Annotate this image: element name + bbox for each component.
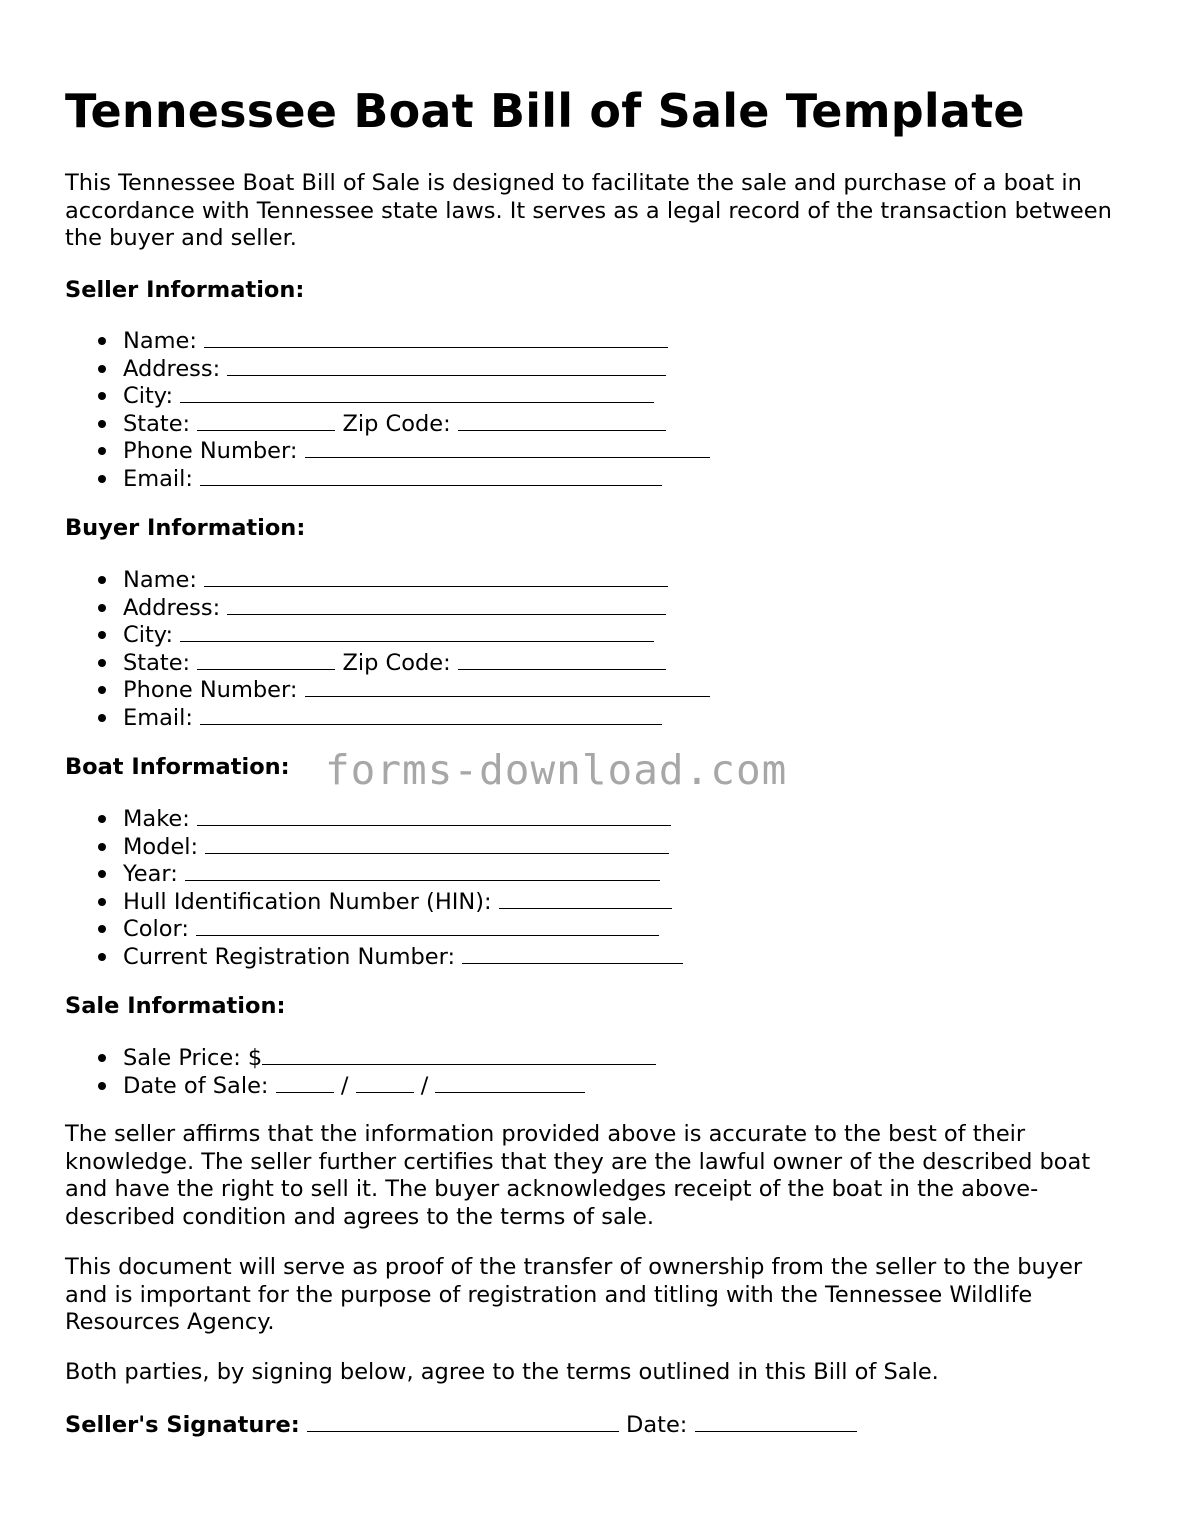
buyer-heading: Buyer Information: (65, 515, 306, 541)
buyer-phone-field (65, 675, 710, 703)
bullet-icon (98, 925, 106, 933)
seller-signature-blank[interactable] (307, 1410, 619, 1432)
boat-field-list (65, 804, 683, 970)
sale-price-label: Sale Price: $ (123, 1045, 263, 1071)
boat-model-blank[interactable] (205, 832, 669, 854)
seller-heading: Seller Information: (65, 277, 305, 303)
boat-color-label: Color: (123, 916, 189, 943)
bullet-icon (98, 1082, 106, 1090)
bullet-icon (98, 686, 106, 694)
bullet-icon (98, 420, 106, 428)
page-title: Tennessee Boat Bill of Sale Template (65, 84, 1025, 138)
bullet-icon (98, 659, 106, 667)
bullet-icon (98, 714, 106, 722)
boat-heading: Boat Information: (65, 754, 290, 780)
watermark-text: forms-download.com (325, 746, 788, 794)
affirmation-paragraph: The seller affirms that the information provided above is accurate to the best of their knowledge. The seller further certifies that they are the lawful owner of the described boat and have the right to sell it. The buyer acknowledges receipt of the boat in the above-described condition and agrees to the terms of sale. (65, 1121, 1091, 1230)
date-separator: / (420, 1072, 429, 1099)
signature-date-label: Date: (626, 1412, 688, 1438)
bullet-icon (98, 870, 106, 878)
sale-date-field (65, 1071, 656, 1099)
buyer-name-blank[interactable] (204, 565, 668, 587)
buyer-email-blank[interactable] (200, 703, 662, 725)
intro-paragraph: This Tennessee Boat Bill of Sale is designed to facilitate the sale and purchase of a boat in accordance with Tennessee state laws. It serves as a legal record of the transaction between the buyer and seller. (65, 170, 1112, 251)
seller-email-field (65, 464, 710, 492)
boat-year-field (65, 859, 683, 887)
seller-city-blank[interactable] (180, 381, 654, 403)
seller-signature-line (65, 1410, 857, 1439)
bullet-icon (98, 631, 106, 639)
boat-make-field (65, 804, 683, 832)
bullet-icon (98, 392, 106, 400)
seller-address-blank[interactable] (227, 354, 666, 376)
bullet-icon (98, 898, 106, 906)
bullet-icon (98, 815, 106, 823)
buyer-city-field (65, 620, 710, 648)
sale-date-day-blank[interactable] (356, 1071, 414, 1093)
buyer-address-blank[interactable] (227, 593, 666, 615)
boat-hin-field (65, 887, 683, 915)
buyer-phone-label: Phone Number: (123, 677, 298, 704)
seller-address-label: Address: (123, 355, 221, 382)
sale-field-list (65, 1043, 656, 1098)
seller-city-field (65, 381, 710, 409)
signature-date-blank[interactable] (695, 1410, 857, 1432)
agreement-paragraph: Both parties, by signing below, agree to the terms outlined in this Bill of Sale. (65, 1359, 939, 1385)
seller-phone-field (65, 436, 710, 464)
sale-date-label: Date of Sale: (123, 1072, 269, 1099)
boat-year-blank[interactable] (185, 859, 660, 881)
seller-city-label: City: (123, 383, 174, 410)
buyer-phone-blank[interactable] (305, 675, 710, 697)
seller-state-label: State: (123, 410, 191, 437)
boat-registration-blank[interactable] (462, 942, 683, 964)
seller-signature-label: Seller's Signature: (65, 1412, 300, 1438)
bullet-icon (98, 604, 106, 612)
boat-year-label: Year: (123, 861, 178, 888)
buyer-name-field (65, 565, 710, 593)
buyer-email-label: Email: (123, 704, 194, 731)
seller-name-blank[interactable] (204, 326, 668, 348)
boat-make-label: Make: (123, 806, 190, 832)
seller-field-list (65, 326, 710, 492)
buyer-address-field (65, 593, 710, 621)
seller-zip-label: Zip Code: (342, 410, 451, 437)
date-separator: / (340, 1072, 349, 1099)
seller-state-blank[interactable] (197, 409, 335, 431)
seller-name-field (65, 326, 710, 354)
buyer-zip-blank[interactable] (458, 648, 666, 670)
buyer-state-zip-field (65, 648, 710, 676)
sale-date-year-blank[interactable] (435, 1071, 585, 1093)
seller-email-blank[interactable] (200, 464, 662, 486)
seller-zip-blank[interactable] (458, 409, 666, 431)
buyer-name-label: Name: (123, 567, 197, 593)
buyer-address-label: Address: (123, 594, 221, 621)
boat-registration-field (65, 942, 683, 970)
seller-email-label: Email: (123, 465, 194, 492)
sale-price-blank[interactable] (262, 1043, 656, 1065)
bullet-icon (98, 953, 106, 961)
buyer-city-blank[interactable] (180, 620, 654, 642)
boat-hin-blank[interactable] (499, 887, 672, 909)
bullet-icon (98, 475, 106, 483)
proof-paragraph: This document will serve as proof of the transfer of ownership from the seller to the buyer and is important for the purpose of registration and titling with the Tennessee Wildlife Resources Agency. (65, 1254, 1083, 1335)
bullet-icon (98, 337, 106, 345)
buyer-zip-label: Zip Code: (342, 649, 451, 676)
boat-model-field (65, 832, 683, 860)
bullet-icon (98, 1054, 106, 1062)
buyer-field-list (65, 565, 710, 731)
sale-date-month-blank[interactable] (276, 1071, 334, 1093)
seller-phone-blank[interactable] (305, 436, 710, 458)
boat-model-label: Model: (123, 833, 199, 860)
sale-heading: Sale Information: (65, 993, 286, 1019)
buyer-email-field (65, 703, 710, 731)
buyer-state-label: State: (123, 649, 191, 676)
boat-registration-label: Current Registration Number: (123, 943, 456, 970)
bullet-icon (98, 576, 106, 584)
buyer-city-label: City: (123, 622, 174, 649)
boat-hin-label: Hull Identification Number (HIN): (123, 888, 492, 915)
seller-phone-label: Phone Number: (123, 438, 298, 465)
bullet-icon (98, 843, 106, 851)
boat-color-field (65, 914, 683, 942)
boat-color-blank[interactable] (196, 914, 659, 936)
seller-name-label: Name: (123, 328, 197, 354)
seller-state-zip-field (65, 409, 710, 437)
seller-address-field (65, 354, 710, 382)
sale-price-field (65, 1043, 656, 1071)
bullet-icon (98, 447, 106, 455)
bullet-icon (98, 365, 106, 373)
buyer-state-blank[interactable] (197, 648, 335, 670)
boat-make-blank[interactable] (197, 804, 671, 826)
